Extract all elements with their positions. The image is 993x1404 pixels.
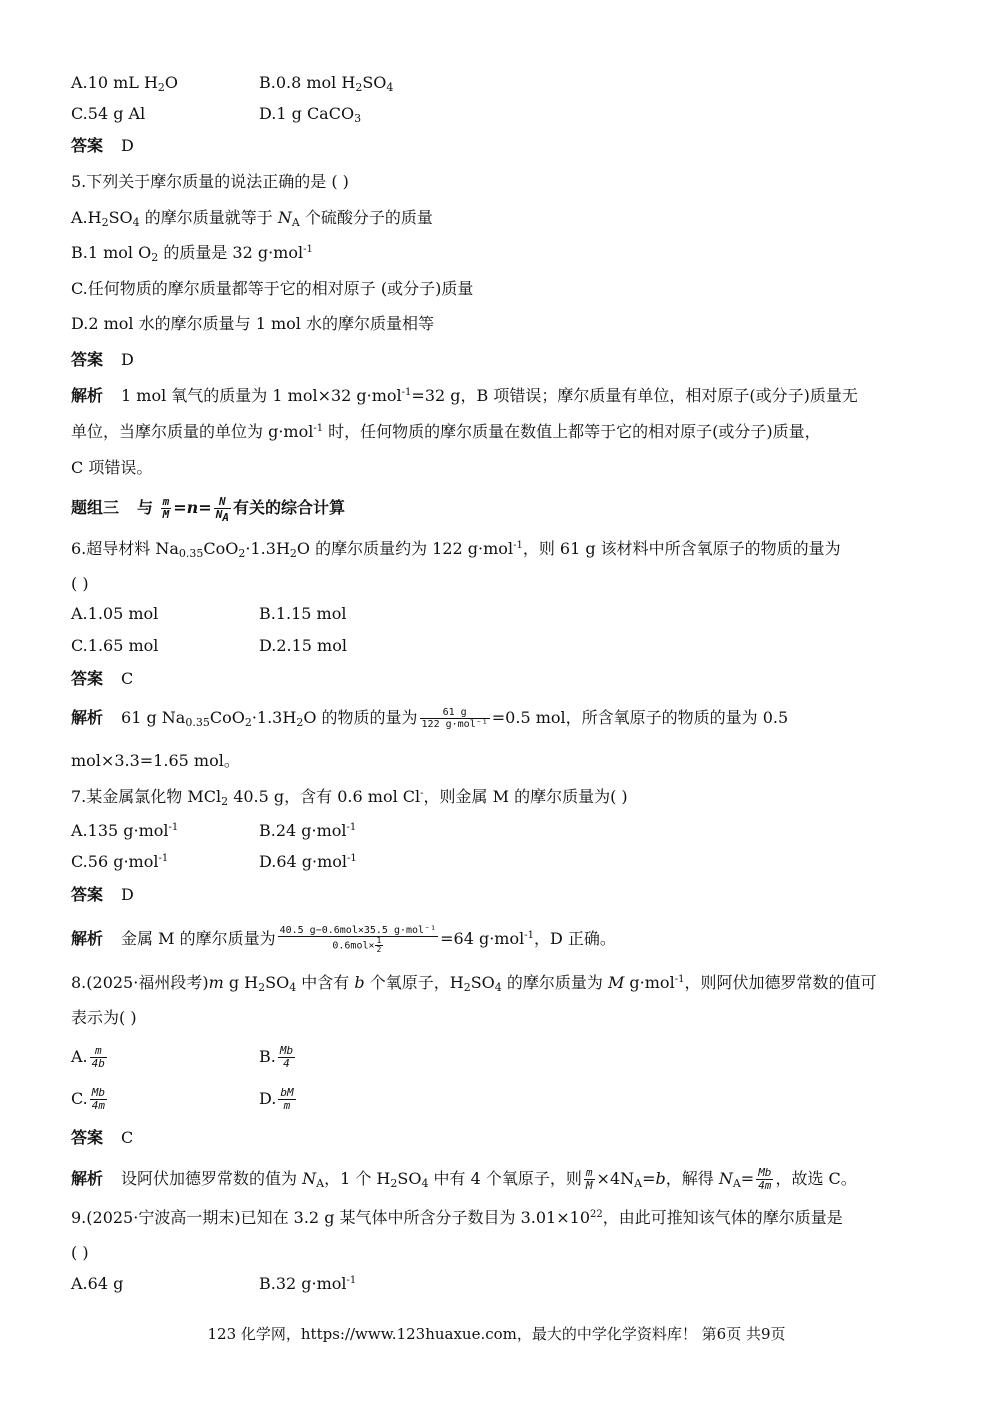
q8-expl-fraction-m-over-M: $\frac{m}{M}$	[585, 1166, 593, 1192]
group3-heading: 题组三 与 $\frac{m}{M}$ =n= $\frac{N}{N_A}$ 有关的综合计算	[71, 495, 345, 524]
group3-fraction-N-over-NA: $\frac{N}{N_A}$	[215, 495, 229, 524]
q6-option-b: B.1.15 mol	[259, 604, 347, 623]
q8-option-d: D. $\frac{bM}{m}$	[259, 1086, 294, 1112]
q6-explanation-line2: mol×3.3=1.65 mol。	[71, 751, 240, 770]
q8-option-c-fraction: $\frac{Mb}{4m}$	[91, 1086, 106, 1112]
q6-stem: 6.超导材料 $Na_{0.35}CoO_2\cdot 1.3H_2O$ 的摩尔质量约为 122 g·mol$^{-1}$，则 61 g 该材料中所含氧原子的物质的量为	[71, 539, 841, 560]
q5-stem: 5.下列关于摩尔质量的说法正确的是 ( )	[71, 172, 349, 191]
q4-option-b: B.0.8 mol $H_2SO_4$	[259, 73, 394, 94]
q4-option-c: C.54 g Al	[71, 104, 146, 123]
q7-option-c: C.56 g·mol$^{-1}$	[71, 852, 169, 871]
q5-explanation-line1: 解析 1 mol 氧气的质量为 1 mol×32 g·mol$^{-1}$=32 g，B 项错误；摩尔质量有单位，相对原子(或分子)质量无	[71, 386, 858, 405]
q6-answer: 答案 C	[71, 669, 134, 688]
q7-stem: 7.某金属氯化物 MCl$_2$ 40.5 g，含有 0.6 mol Cl-，则金属 M 的摩尔质量为( )	[71, 787, 628, 808]
q9-stem: 9.(2025·宁波高一期末)已知在 3.2 g 某气体中所含分子数目为 $3.01\times 10^{22}$，由此可推知该气体的摩尔质量是	[71, 1208, 843, 1227]
q8-answer: 答案 C	[71, 1128, 134, 1147]
q8-explanation: 解析 设阿伏加德罗常数的值为 $N_A$，1 个 $H_2SO_4$ 中有 4 个氧原子，则 $\frac{m}{M}$ $\times 4N_A=b$，解得 $N_A=$ $\frac{Mb}{4m}$ ，故选 C。	[71, 1166, 857, 1192]
q6-option-a: A.1.05 mol	[71, 604, 159, 623]
q4-answer: 答案 D	[71, 136, 134, 155]
q5-option-d: D.2 mol 水的摩尔质量与 1 mol 水的摩尔质量相等	[71, 314, 434, 333]
q8-option-a-fraction: $\frac{m}{4b}$	[91, 1044, 105, 1070]
q5-option-b: B.1 mol $O_2$ 的质量是 32 g·mol$^{-1}$	[71, 243, 313, 264]
q8-stem-line1: 8.(2025·福州段考)m g $H_2SO_4$ 中含有 b 个氧原子，$H_2SO_4$ 的摩尔质量为 M g·mol$^{-1}$，则阿伏加德罗常数的值可	[71, 973, 877, 994]
q5-option-a: $A.H_2SO_4$ 的摩尔质量就等于 $N_A$ 个硫酸分子的质量	[71, 208, 433, 229]
q4-option-d: D.1 g CaCO$_3$	[259, 104, 362, 125]
page-footer: 123 化学网，https://www.123huaxue.com，最大的中学化学资料库！ 第6页 共9页	[207, 1325, 786, 1343]
q5-explanation-line3: C 项错误。	[71, 458, 153, 477]
q9-stem-paren: ( )	[71, 1243, 89, 1262]
group3-fraction-m-over-M: $\frac{m}{M}$	[162, 495, 170, 521]
q4-option-a: A.10 mL $H_2O$	[71, 73, 179, 94]
q6-option-d: D.2.15 mol	[259, 636, 347, 655]
q8-stem-line2: 表示为( )	[71, 1008, 137, 1027]
q8-option-c: C. $\frac{Mb}{4m}$	[71, 1086, 106, 1112]
q6-stem-paren: ( )	[71, 574, 89, 593]
q5-answer: 答案 D	[71, 350, 134, 369]
q9-option-a: A.64 g	[71, 1274, 124, 1293]
q8-option-a: A. $\frac{m}{4b}$	[71, 1044, 105, 1070]
q7-explanation: 解析 金属 M 的摩尔质量为 40.5 g−0.6mol×35.5 g·mol⁻¹ 0.6mol× $\frac{1}{2}$ =64 g·mol$^{-1}$，D 正确。	[71, 925, 616, 954]
q9-option-b: B.32 g·mol$^{-1}$	[259, 1274, 357, 1293]
q8-expl-fraction-Mb-over-4m: $\frac{Mb}{4m}$	[758, 1166, 772, 1192]
q8-option-b-fraction: $\frac{Mb}{4}$	[279, 1044, 294, 1070]
q7-option-a: A.135 g·mol$^{-1}$	[71, 821, 179, 840]
q6-fraction: $\frac{61 g}{\text{122 g·mol⁻¹}}$	[421, 707, 488, 730]
q5-explanation-line2: 单位，当摩尔质量的单位为 g·mol$^{-1}$ 时，任何物质的摩尔质量在数值上都等于它的相对原子(或分子)质量，	[71, 422, 821, 441]
q7-answer: 答案 D	[71, 885, 134, 904]
q5-option-c: C.任何物质的摩尔质量都等于它的相对原子 (或分子)质量	[71, 279, 474, 298]
q6-option-c: C.1.65 mol	[71, 636, 159, 655]
q7-option-d: D.64 g·mol$^{-1}$	[259, 852, 357, 871]
q7-fraction: 40.5 g−0.6mol×35.5 g·mol⁻¹ 0.6mol× $\frac{1}{2}$	[279, 925, 437, 954]
q6-explanation-line1: 解析 61 g $Na_{0.35}CoO_2\cdot 1.3H_2O$ 的物质的量为 $\frac{61 g}{\text{122 g·mol⁻¹}}$ =0.5 mol，所含氧原子的物质的量为 0.5	[71, 707, 789, 730]
q8-option-d-fraction: $\frac{bM}{m}$	[280, 1086, 294, 1112]
q7-half-fraction: $\frac{1}{2}$	[376, 936, 382, 954]
q8-option-b: B. $\frac{Mb}{4}$	[259, 1044, 294, 1070]
q7-option-b: B.24 g·mol$^{-1}$	[259, 821, 357, 840]
